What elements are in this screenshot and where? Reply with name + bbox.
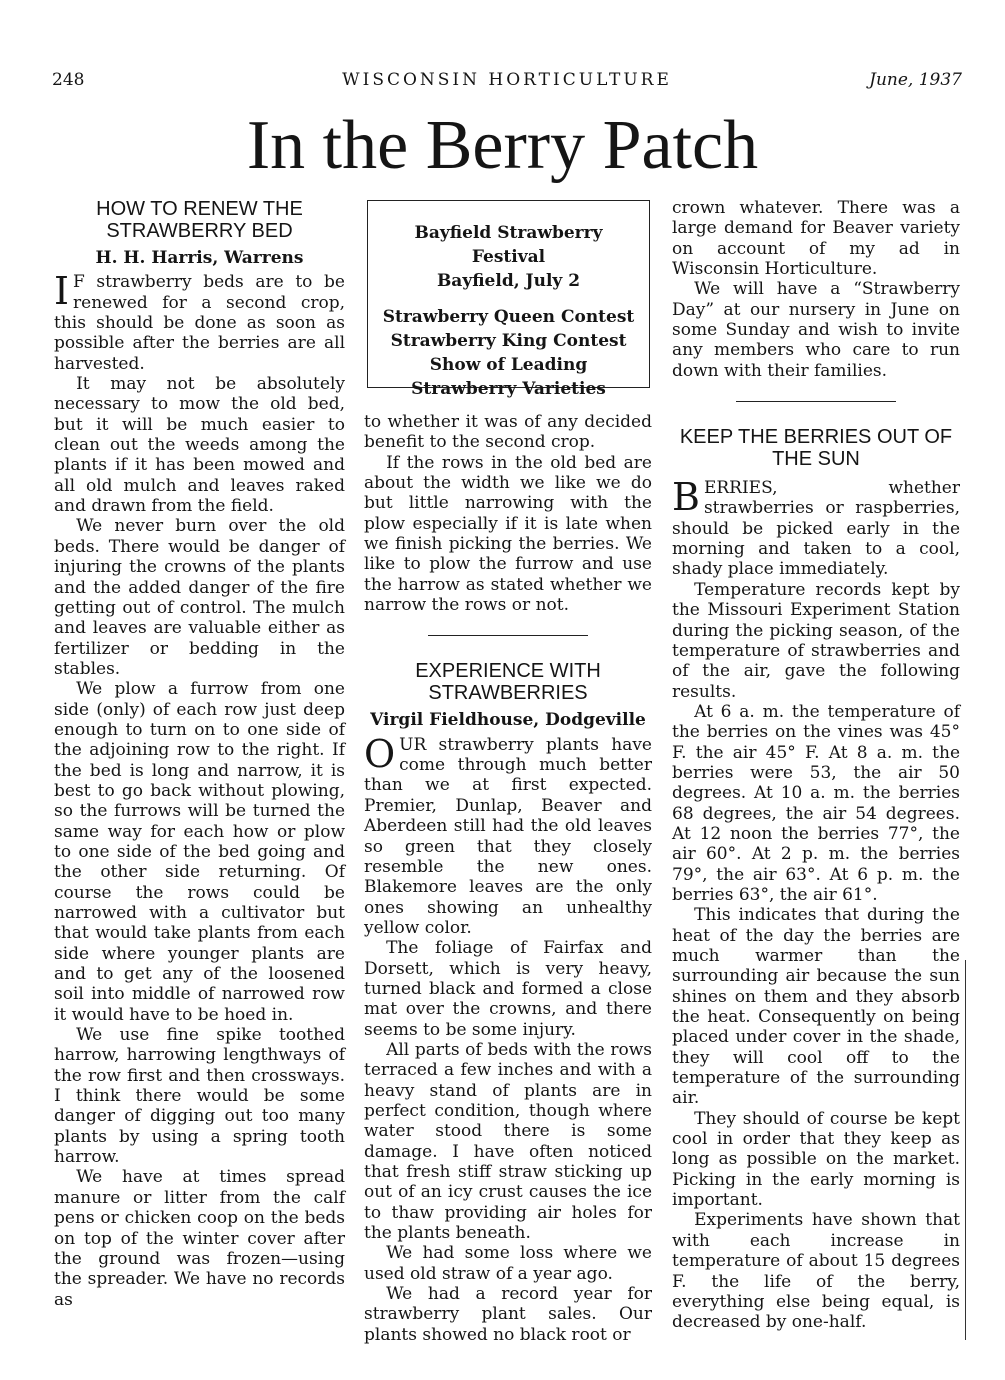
article-title-keep-berries-out-of-sun: KEEP THE BERRIES OUT OF THE SUN [679,426,953,471]
paragraph: crown whatever. There was a large demand for Beaver variety on account of my ad in Wisconsin Horticulture. [672,198,960,280]
issue-date: June, 1937 [869,70,962,90]
column-middle [364,412,652,1345]
paragraph: to whether it was of any decided benefit to the second crop. [364,412,652,453]
column-left [54,198,345,1310]
section-divider [428,635,588,636]
page-title: In the Berry Patch [246,107,759,184]
festival-name: Bayfield Strawberry Festival [414,223,603,267]
paragraph: It may not be absolutely necessary to mow the old bed, but it will be much easier to clean out the weeds among the plants if it has been mowed and all old mulch and leaves raked and drawn from the field. [54,374,345,517]
drop-cap: I [54,269,70,314]
festival-event: Strawberry King Contest [390,331,627,351]
paragraph: We had some loss where we used old straw of a year ago. [364,1243,652,1284]
article-byline: Virgil Fieldhouse, Dodgeville [370,710,646,731]
paragraph: Temperature records kept by the Missouri Experiment Station during the picking season, of the temperature of strawberries and of the air, gave the following results. [672,579,960,702]
paragraph: We never burn over the old beds. There would be danger of injuring the crowns of the plants and the added danger of the fire getting out of control. The mulch and leaves are valuable either as fertilizer or bedding in the stables. [54,516,345,679]
festival-date: Bayfield, July 2 [436,271,581,291]
festival-event: Strawberry Queen Contest [382,307,635,327]
running-header [52,70,962,94]
paragraph: We had a record year for strawberry plant sales. Our plants showed no black root or [364,1284,652,1345]
journal-title: WISCONSIN HORTICULTURE [342,70,672,90]
paragraph: BERRIES, whether strawberries or raspberries, should be picked early in the morning and taken to a cool, shady place immediately. [672,475,960,580]
page-number: 248 [52,70,85,90]
paragraph: We use fine spike toothed harrow, harrowing lengthways of the row first and then crossways. I think there would be some danger of digging out too many plants by using a spring tooth harrow. [54,1025,345,1168]
article-byline: H. H. Harris, Warrens [95,248,304,268]
paragraph: All parts of beds with the rows terraced a few inches and with a heavy stand of plants are in perfect condition, though where water stood there is some damage. I have often noticed that fresh stiff straw sticking up out of an icy crust causes the ice to thaw providing air holes for the plants beneath. [364,1039,652,1244]
section-divider [736,401,896,402]
column-right [672,198,960,1333]
paragraph: They should of course be kept cool in order that they keep as long as possible on the market. Picking in the early morning is important. [672,1108,960,1211]
paragraph: We have at times spread manure or litter from the calf pens or chicken coop on the beds on top of the winter cover after the ground was frozen—using the spreader. We have no records as [54,1167,345,1310]
paragraph: Experiments have shown that with each increase in temperature of about 15 degrees F. the life of the berry, everything else being equal, is decreased by one-half. [672,1210,960,1333]
paragraph: We will have a “Strawberry Day” at our nursery in June on some Sunday and wish to invite any members who care to run down with their families. [672,279,960,381]
paragraph: This indicates that during the heat of the day the berries are much warmer than the surrounding air because the sun shines on them and they absorb the heat. Consequently on being placed under cover in the shade, they will cool off to the temperature of the surrounding air. [672,905,960,1109]
paragraph: If the rows in the old bed are about the width we like we do but little narrowing with the plow especially if it is late when we finish picking the berries. We like to plow the furrow and use the harrow as stated whether we narrow the rows or not. [364,452,652,616]
page-edge-mark [965,960,966,1340]
article-title-experience-strawberries: EXPERIENCE WITH STRAWBERRIES [415,660,601,705]
article-title-renew-strawberry-bed: HOW TO RENEW THE STRAWBERRY BED [96,198,303,242]
paragraph: The foliage of Fairfax and Dorsett, which is very heavy, turned black and formed a close mat over the crowns, and there seems to be some injury. [364,938,652,1040]
festival-announcement-box [367,200,650,399]
drop-cap: B [672,475,700,520]
paragraph: At 6 a. m. the temperature of the berries on the vines was 45° F. the air 45° F. At 8 a. m. the berries were 53, the air 50 degrees. At 10 a. m. the berries 68 degrees, the air 54 degrees. At 12 noon the berries 77°, the air 60°. At 2 p. m. the berries 79°, the air 63°. At 6 p. m. the berries 63°, the air 61°. [672,701,960,905]
paragraph: We plow a furrow from one side (only) of each row just deep enough to turn on to one side of the adjoining row to the right. If the bed is long and narrow, it is best to go back without plowing, so the furrows will be turned the same way for each how or plow to one side of the bed going and the other side returning. Of course the rows could be narrowed with a cultivator but that would take plants from each side where younger plants are and to get any of the loosened soil into middle of narrowed row it would have to be hoed in. [54,679,345,1025]
festival-event: Show of Leading Strawberry Varieties [411,355,606,399]
paragraph: OUR strawberry plants have come through much better than we at first expected. Premier, Dunlap, Beaver and Aberdeen still had the old leaves so green that they closely resemble the new ones. Blakemore leaves are the only ones showing an unhealthy yellow color. [364,731,652,938]
drop-cap: O [364,731,396,776]
paragraph: I F strawberry beds are to be renewed for a second crop, this should be done as soon as possible after the berries are all harvested. [54,269,345,374]
